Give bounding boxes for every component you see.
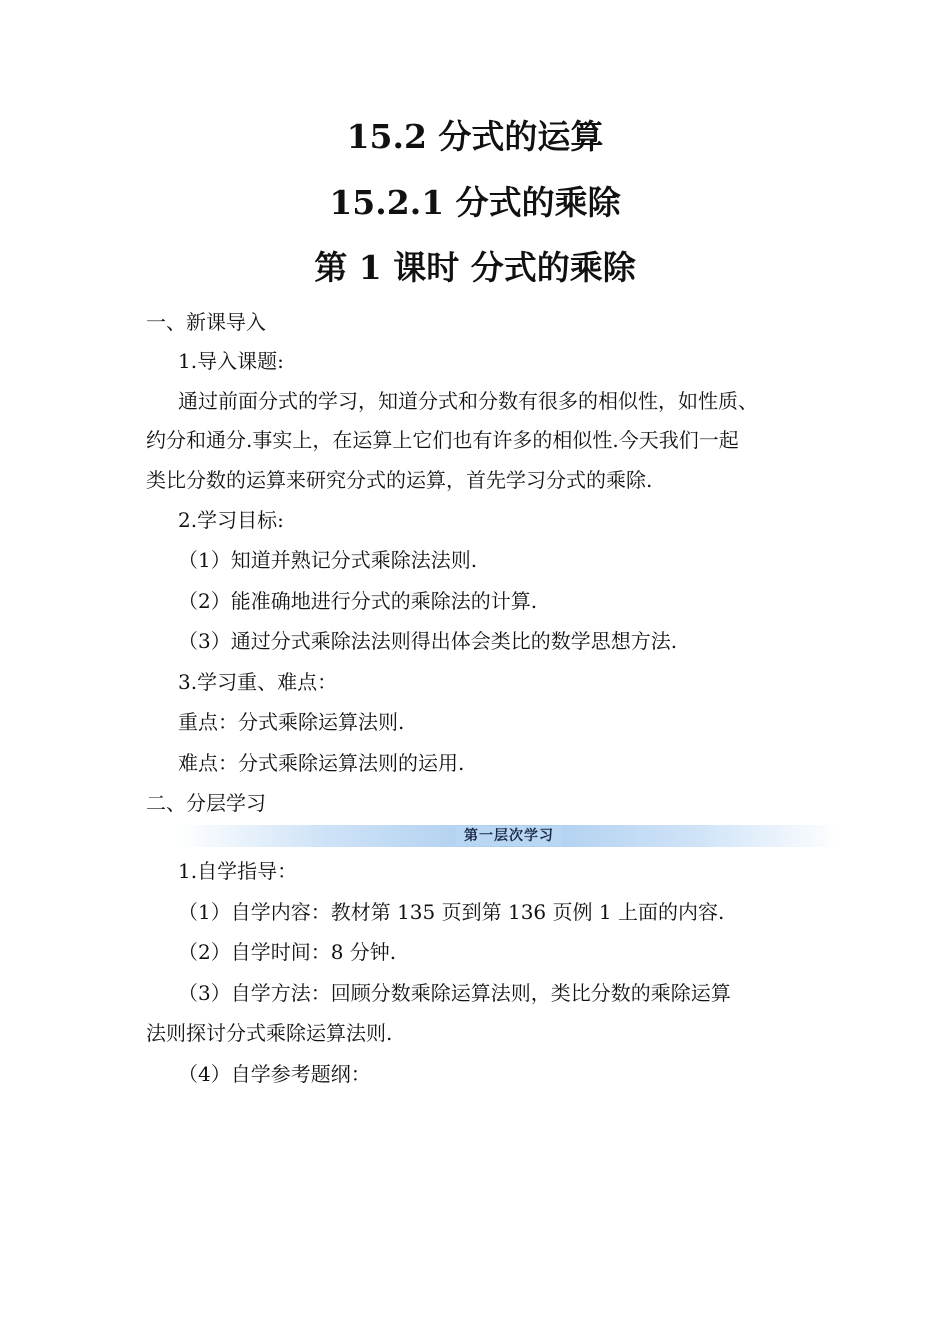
- section-title: 15.2 分式的运算: [346, 117, 604, 156]
- difficult-point: 难点：分式乘除运算法则的运用.: [178, 751, 465, 775]
- key-points-label: 3.学习重、难点：: [178, 670, 338, 694]
- lesson-title: 第 1 课时 分式的乘除: [314, 248, 636, 287]
- goal-item: （3）通过分式乘除法法则得出体会类比的数学思想方法.: [178, 629, 678, 653]
- guide-item: （4）自学参考题纲：: [178, 1062, 371, 1086]
- level-banner-label: 第一层次学习: [456, 826, 562, 846]
- level-banner: [176, 825, 842, 847]
- guide-item: 法则探讨分式乘除运算法则.: [146, 1021, 393, 1045]
- topic-paragraph-line: 通过前面分式的学习，知道分式和分数有很多的相似性，如性质、: [178, 389, 758, 413]
- subsection-title: 15.2.1 分式的乘除: [329, 183, 621, 222]
- key-point: 重点：分式乘除运算法则.: [178, 710, 405, 734]
- topic-paragraph-line: 约分和通分.事实上，在运算上它们也有许多的相似性.今天我们一起: [146, 428, 739, 452]
- goals-label: 2.学习目标:: [178, 508, 284, 532]
- goal-item: （1）知道并熟记分式乘除法法则.: [178, 548, 478, 572]
- topic-label: 1.导入课题:: [178, 349, 284, 373]
- topic-paragraph-line: 类比分数的运算来研究分式的运算，首先学习分式的乘除.: [146, 468, 653, 492]
- guide-item: （1）自学内容：教材第 135 页到第 136 页例 1 上面的内容.: [178, 900, 725, 924]
- goal-item: （2）能准确地进行分式的乘除法的计算.: [178, 589, 538, 613]
- guide-item: （2）自学时间：8 分钟.: [178, 940, 397, 964]
- guide-item: （3）自学方法：回顾分数乘除运算法则，类比分数的乘除运算: [178, 981, 731, 1005]
- layered-heading: 二、分层学习: [146, 791, 266, 815]
- intro-heading: 一、新课导入: [146, 310, 266, 334]
- guide-label: 1.自学指导：: [178, 859, 298, 883]
